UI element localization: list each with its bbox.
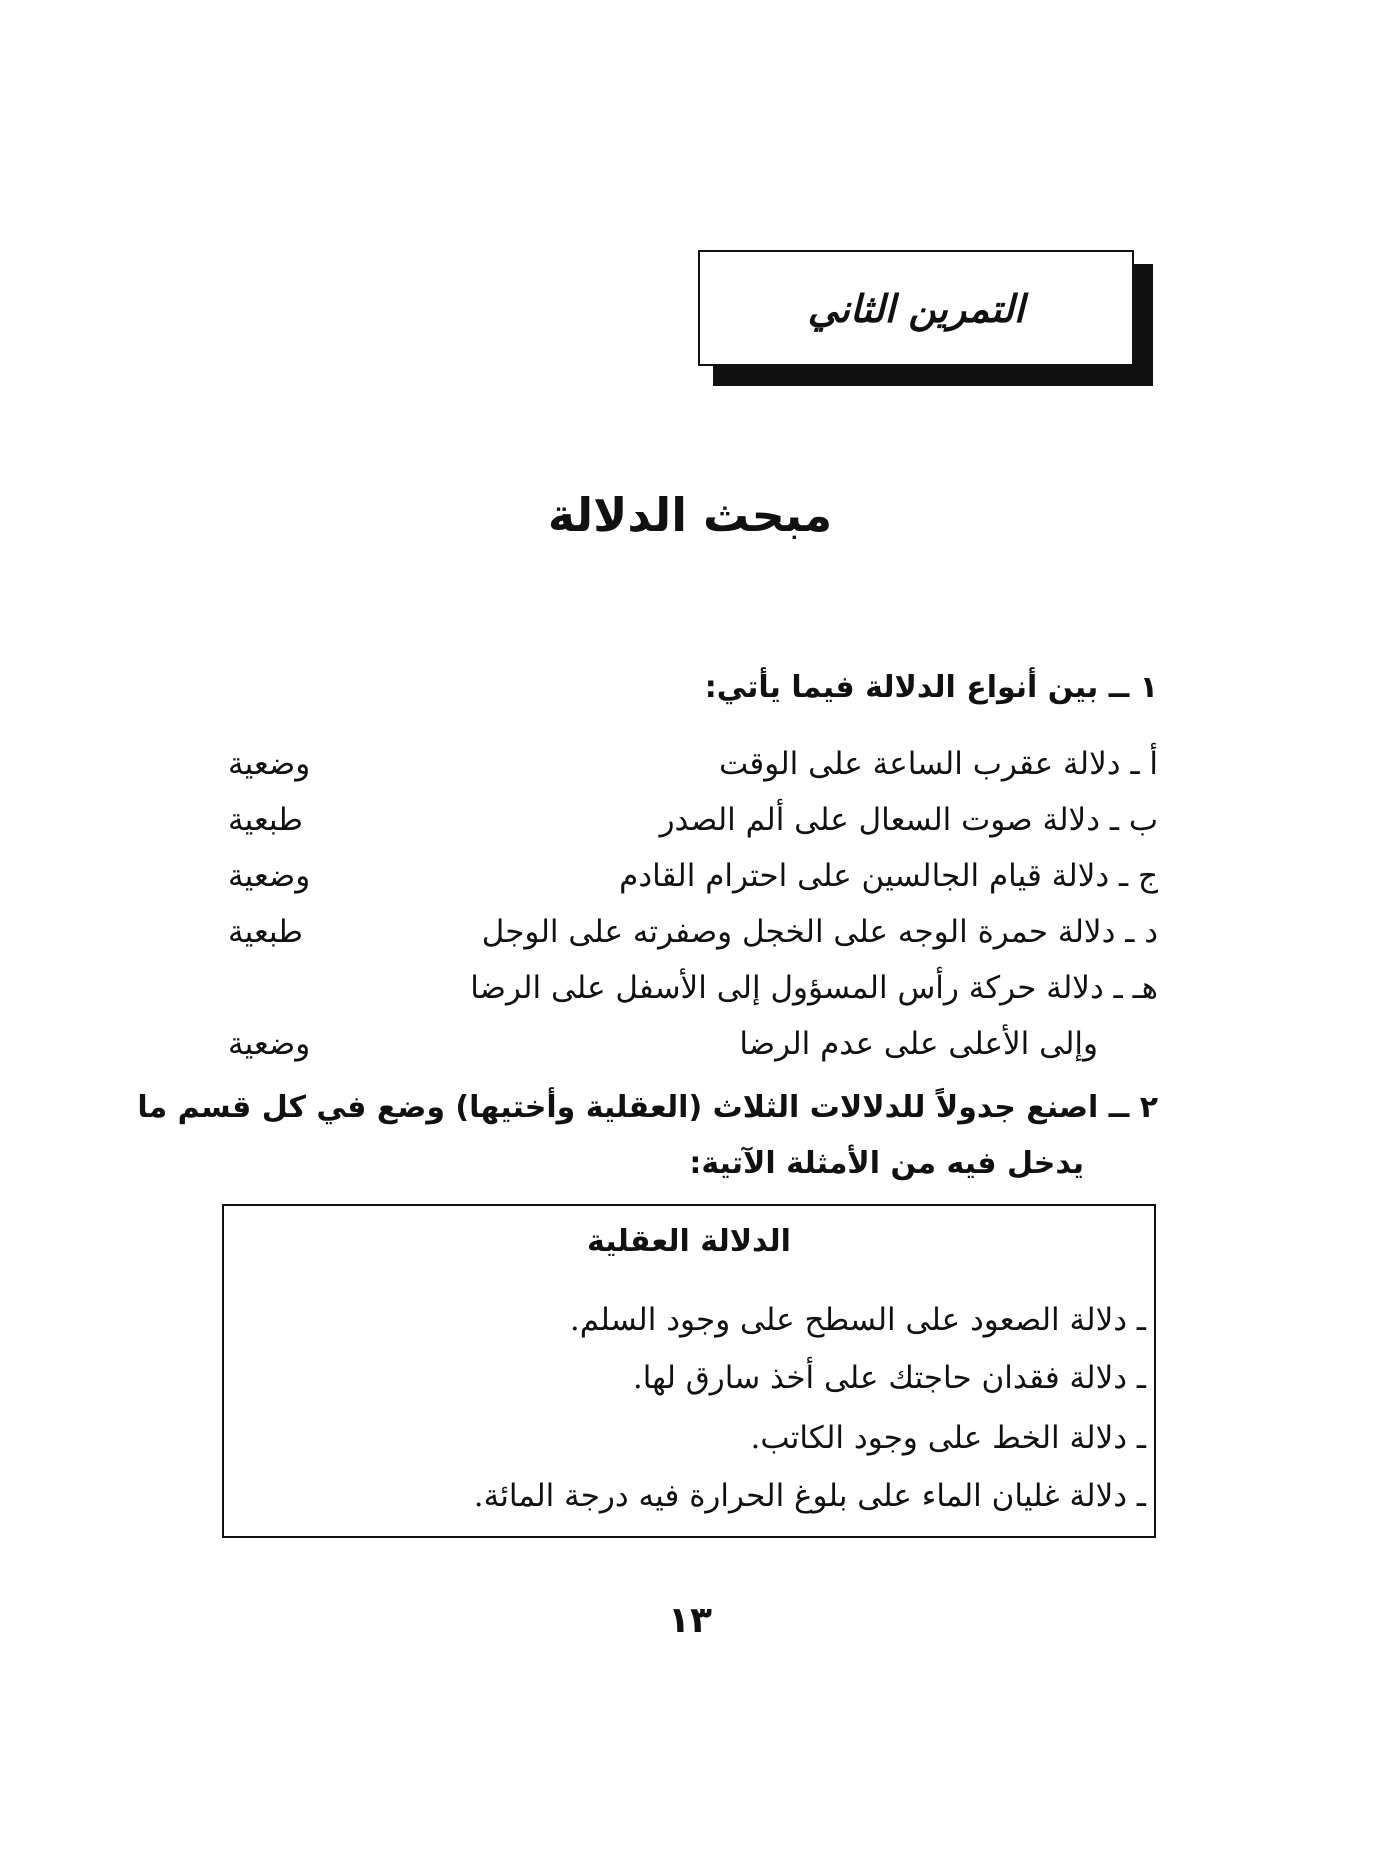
item-text-continuation: وإلى الأعلى على عدم الرضا (739, 1026, 1098, 1062)
question-1-item (222, 970, 1158, 1026)
question-2-line-1: ٢ ــ اصنع جدولاً للدلالات الثلاث (العقلية وأختيها) وضع في كل قسم ما (137, 1090, 1158, 1125)
item-answer: وضعية (228, 746, 311, 782)
question-1-item (222, 858, 1158, 914)
exercise-title: التمرين الثاني (807, 285, 1025, 331)
examples-table (222, 1204, 1156, 1538)
item-text: هـ ـ دلالة حركة رأس المسؤول إلى الأسفل على الرضا (470, 970, 1158, 1006)
item-text: أ ـ دلالة عقرب الساعة على الوقت (718, 746, 1158, 782)
table-row: ـ دلالة الصعود على السطح على وجود السلم. (569, 1302, 1146, 1338)
item-answer: طبعية (228, 914, 303, 950)
question-2-line-2: يدخل فيه من الأمثلة الآتية: (689, 1146, 1084, 1181)
item-text: د ـ دلالة حمرة الوجه على الخجل وصفرته على الوجل (481, 914, 1158, 950)
exercise-box (698, 250, 1134, 366)
question-1-item (222, 914, 1158, 970)
table-row: ـ دلالة فقدان حاجتك على أخذ سارق لها. (632, 1360, 1146, 1396)
item-text: ب ـ دلالة صوت السعال على ألم الصدر (659, 802, 1158, 838)
page-title: مبحث الدلالة (547, 488, 833, 542)
item-answer: وضعية (228, 1026, 311, 1062)
page-number: ١٣ (668, 1600, 712, 1641)
question-1-item (222, 1026, 1158, 1082)
item-text: ج ـ دلالة قيام الجالسين على احترام القادم (619, 858, 1158, 894)
table-header: الدلالة العقلية (587, 1224, 791, 1259)
item-answer: وضعية (228, 858, 311, 894)
table-row: ـ دلالة الخط على وجود الكاتب. (750, 1420, 1146, 1456)
question-1-item (222, 746, 1158, 802)
table-row: ـ دلالة غليان الماء على بلوغ الحرارة فيه درجة المائة. (473, 1478, 1146, 1514)
question-1-heading: ١ ــ بين أنواع الدلالة فيما يأتي: (704, 670, 1158, 705)
item-answer: طبعية (228, 802, 303, 838)
question-1-item (222, 802, 1158, 858)
